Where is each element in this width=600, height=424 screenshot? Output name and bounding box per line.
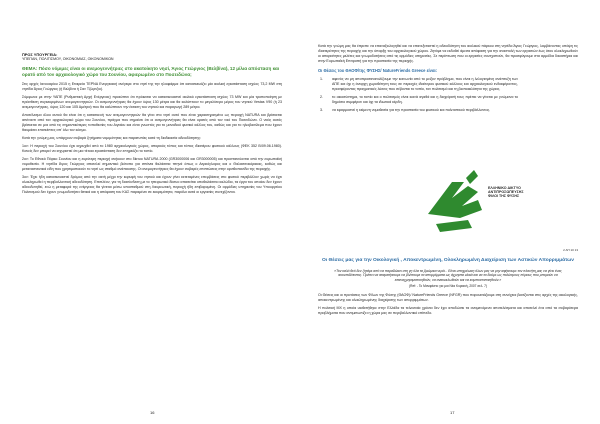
- right-page: [300, 0, 600, 424]
- recipient-list: ΥΠΕΠΑΝ, ΠΟΛΙΤΙΣΜΟΥ, ΟΙΚΟΝΟΜΙΑΣ, ΟΙΚΟΝΟΜΙΚΩΝ: [22, 57, 114, 61]
- positions-heading: Οι Θέσεις του ΘΑΟΦ/της ΦΥΣΗΣ/ NatureFriends Greece είναι:: [318, 68, 437, 73]
- paragraph: Η πολιτική ΜΧ η οποία υιοθετήθηκε στην Ελλάδα τα τελευταία χρόνια δεν έχει αποδώσει τα αναμενόμενα αποτελέσματα και αποτελεί ένα από τα σοβαρότερα προβλήματα που αντιμετωπίζει η χώρα μας σε περιβαλλοντικό επίπεδο.: [318, 306, 578, 316]
- quote: «Τον καλό θεό δεν ζητάμε από να παραδώσει στη γη όλα τα βρώμικα νερά... Είναι υποχρέωση όλων μας να μην αφήσουμε τον πλανήτη μας να γίνει ένας σκουπιδότοπος. Πρέπει να σταματήσουμε να βλέπουμε τα απορρίμματα ως άχρηστα υλικά και να τα δούμε ως πολύτιμους πόρους που μπορούν να επαναχρησιμοποιηθούν, να ανακυκλωθούν και να κομποστοποιηθούν.»: [334, 268, 562, 282]
- list-item: 3. να εφαρμοστεί η κείμενη νομοθεσία για την προστασία του φυσικού και πολιτιστικού περιβάλλοντος.: [320, 108, 491, 112]
- positions-list: [318, 77, 518, 113]
- friends-of-nature-logo: [422, 166, 550, 236]
- page-number: 16: [150, 410, 155, 415]
- paragraph: 2ον: Το Εθνικό Πάρκο Σουνίου και η ευρύτερη περιοχή ανήκουν στο δίκτυο NATURA 2000 (GR3000006 και GR3000005) και προστατεύονται από την ευρωπαϊκή νομοθεσία. Η νησίδα Άγιος Γεώργιος αποτελεί σημαντικό βιότοπο για σπάνια θαλάσσια πτηνά όπως ο Αιγαιόγλαρος και ο Θαλασσοκόρακας, καθώς και μεταναστευτικά είδη που χρησιμοποιούν το νησί ως σταθμό ανάπαυσης. Οι ανεμογεννήτριες θα έχουν σοβαρές επιπτώσεις στην ορνιθοπανίδα της περιοχής.: [22, 157, 282, 171]
- paragraph: Οι Θέσεις και οι προτάσεις των Φίλων της Φύσης (ΘΑΟΦ)/ NatureFriends Greece (NFGR) που παρουσιάζουμε στη συνέχεια βασίζονται στις αρχές της οικολογικής, αποκεντρωμένης και ολοκληρωμένης διαχείρισης των απορριμμάτων.: [318, 293, 578, 303]
- list-item: 1. αφενός να μη αποπροσανατολίζουμε την κοινωνία από το μείζον πρόβλημα, που είναι η λελογισμένη ανάπτυξη των ΑΠΕ και όχι η άναρχη χωροθέτηση τους σε περιοχές ιδιαίτερου φυσικού κάλλους και αρχαιολογικού ενδιαφέροντος, προσφέροντας πραγματικές λύσεις που σέβονται το τοπίο, τον πολιτισμό και τη βιοποικιλότητα της χώρας.: [320, 77, 518, 91]
- paragraph: 1ον: Η περιοχή του Σουνίου έχει κηρυχθεί από το 1980 αρχαιολογικός χώρος, ιστορικός τόπος και τόπος ιδιαιτέρου φυσικού κάλλους (ΦΕΚ 352 Β/09.06.1980). Κανείς δεν μπορεί να ισχυριστεί ότι μια τέτοια εγκατάσταση δεν επηρεάζει το τοπίο.: [22, 144, 282, 153]
- paragraph: Σύμφωνα με στην ΥΑΠΕ (Ρυθμιστική Αρχή Ενέργειας) προκύπτει ότι πρόκειται να κατασκευαστεί αιολικό εγκατάσταση ισχύος 73 MW και μία τροποποίηση με πρόσθεση συγκεκριμένων ανεμογεννητριών. Οι ανεμογεννήτριες θα έχουν ύψος 130 μέτρα και θα καλύπτουν το μεγαλύτερο μέρος του νησιού Vestas V90 (ή 23 ανεμογεννήτριες, ύψος 120 και 105 Αμέτρα) που θα καλύπτουν την έκταση του νησιού και παραγωγή 289 μέτρα.: [22, 95, 282, 109]
- paragraph: Κατά την γνώμη μας, υπάρχουν σοβαρά ζητήματα νομιμότητας και παρατυπίες κατά τη διαδικασία αδειοδότησης:: [22, 136, 202, 140]
- section-title: Οι Θέσεις μας για την Οικολογική , Αποκεντρωμένη, Ολοκληρωμένη Διαχείριση των Αστικών Απορριμμάτων: [321, 258, 575, 263]
- logo-text: ΕΛΛΗΝΙΚΟ ΔΙΚΤΥΟ: [488, 186, 521, 190]
- page-number: 17: [450, 410, 455, 415]
- list-item: 2. το οικοσύστημα, το τοπίο και ο πολιτισμός είναι κοινά αγαθά και η διαχείρισή τους πρέπει να γίνεται με γνώμονα το δημόσιο συμφέρον και όχι τα ιδιωτικά κέρδη.: [320, 95, 518, 104]
- subject-heading: ΘΕΜΑ: Πόσο νόμιμες είναι οι ανεμογεννήτριες στο ακατοίκητο νησί, Άγιος Γεώργιος (Βελβίνα), 12 μίλια απόσταση και ορατό από τον αρχαιολογικό χώρο του Σουνίου, αφιερωμένο στο Ποσειδώνα;: [22, 66, 280, 77]
- logo-text: ΑΝΤΙΠΡΟΣΩΠΕΥΣΗΣ: [488, 190, 524, 194]
- logo-signature: 2 ΑΠ 10 13: [563, 248, 578, 252]
- quote-reference: (Ref: - Το Μανιφέστο για μια Νέα Κυριακή, 2007 σελ. 7): [409, 284, 487, 289]
- waste-section: [318, 258, 578, 319]
- recipient-label: ΠΡΟΣ ΥΠΟΥΡΓΕΙΑ:: [22, 52, 58, 57]
- intro-paragraph: Κατά την γνώμη μας θα έπρεπε να επαναξιολογηθεί και να επανεξεταστεί η αδειοδότηση του αιολικού πάρκου στη νησίδα Άγιος Γεώργιος, λαμβάνοντας υπόψη τις ιδιαιτερότητες της περιοχής και την ύπαρξη του αρχαιολογικού χώρου. Ζητάμε να εκδοθεί άμεσα απόφαση για την αναστολή των εργασιών έως ότου ολοκληρωθούν οι απαραίτητες μελέτες και γνωμοδοτήσεις από τις αρμόδιες υπηρεσίες. Σε περίπτωση που οι εργασίες συνεχιστούν, θα προσφύγουμε στα αρμόδια δικαστήρια και στην Ευρωπαϊκή Επιτροπή για την προστασία της περιοχής.: [318, 44, 578, 63]
- logo-text: ΦΙΛΟΙ ΤΗΣ ΦΥΣΗΣ: [488, 194, 520, 198]
- tree-hands-icon: [422, 166, 550, 236]
- paragraph: Αποτέλεσμα όλου αυτού θα είναι ότι η κατασκευή των ανεμογεννητριών θα γίνει στο νησί αυτό που είναι χαρακτηρισμένο ως περιοχή NATURA και βρίσκεται απέναντι από τον αρχαιολογικό χώρο του Σουνίου, πράγμα που σημαίνει ότι οι ανεμογεννήτριες θα είναι ορατές από τον ναό του Ποσειδώνα. Ο ναός αυτός βρίσκεται σε μια από τις σημαντικότερες τοποθεσίες του Αιγαίου και είναι γνωστός για το μοναδικό φυσικό κάλλος του, καθώς και για το ηλιοβασίλεμα που έχουν θαυμάσει επισκέπτες απ' όλο τον κόσμο.: [22, 113, 282, 132]
- paragraph: 3ον: Έχει ήδη κατασκευαστεί δρόμος από την ακτή μέχρι την κορυφή του νησιού και έχουν γίνει εκτεταμένες επεμβάσεις στο φυσικό περιβάλλον χωρίς να έχει ολοκληρωθεί η περιβαλλοντική αδειοδότηση. Επιπλέον, για τη διασύνδεση με το ηπειρωτικό δίκτυο απαιτείται υποθαλάσσιο καλώδιο, τα έργα του οποίου δεν έχουν αδειοδοτηθεί, ενώ η μεταφορά της ενέργειας θα γίνεται μέσω υποσταθμού στη Λαυρεωτική, περιοχή ήδη επιβαρυμένη. Οι αρμόδιες υπηρεσίες του Υπουργείου Πολιτισμού δεν έχουν γνωμοδοτήσει θετικά και η απόφαση του ΚΑΣ παραμένει σε εκκρεμότητα, παρόλα αυτά οι εργασίες συνεχίζονται.: [22, 175, 282, 194]
- paragraph: Στις αρχές Ιανουαρίου 2015 η Εταιρεία ΤΕΡΝΑ Ενεργειακή ανέγειρε στο νησί της την ηλιοφάρμα όπ κατασκευάζει μία αιολική εγκατάσταση ισχύος 73,2 MW στη νησίδα Άγιος Γεώργιος (ή Βελβίνα ή Σαν Τζώρτζιο).: [22, 82, 282, 91]
